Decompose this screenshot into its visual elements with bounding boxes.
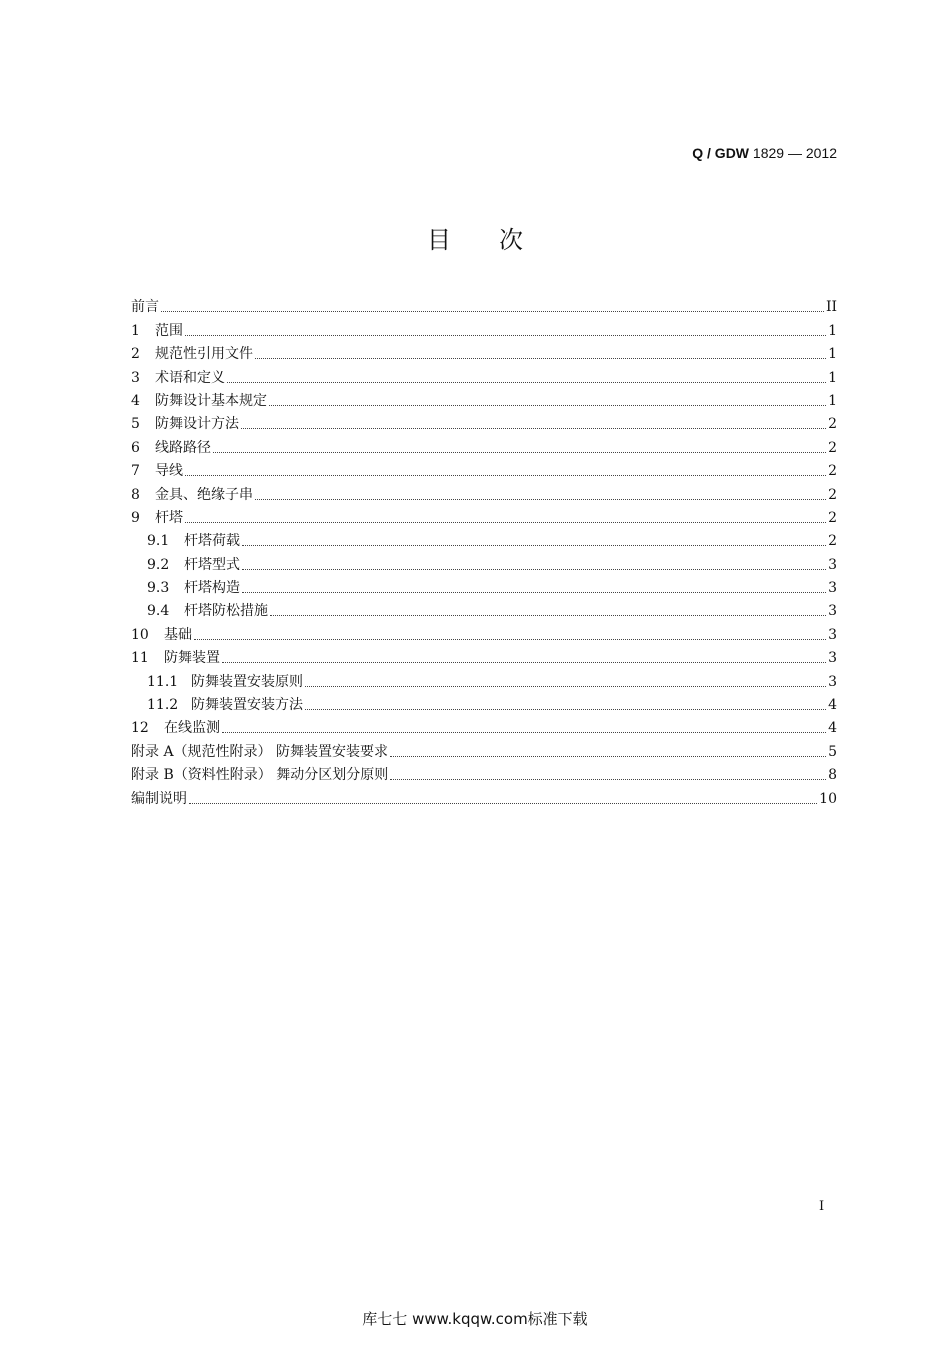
toc-entry[interactable] <box>131 434 837 457</box>
toc-entry-title: 杆塔防松措施 <box>184 603 268 620</box>
document-code-number: 1829 — 2012 <box>752 145 837 161</box>
toc-leader-dots <box>222 732 826 733</box>
toc-entry-title: 杆塔荷载 <box>184 533 240 550</box>
toc-entry-title: 杆塔型式 <box>184 556 240 573</box>
toc-entry[interactable] <box>131 364 837 387</box>
toc-leader-dots <box>185 335 826 336</box>
toc-entry-title: 基础 <box>164 626 192 643</box>
toc-entry-title: 防舞装置安装原则 <box>191 673 303 690</box>
toc-leader-dots <box>255 499 826 500</box>
toc-leader-dots <box>305 686 826 687</box>
table-of-contents <box>131 294 837 809</box>
toc-leader-dots <box>269 405 826 406</box>
toc-entry[interactable] <box>131 668 837 691</box>
toc-entry[interactable] <box>131 738 837 761</box>
toc-entry[interactable] <box>131 481 837 504</box>
toc-entry-title: 金具、绝缘子串 <box>155 486 253 503</box>
toc-entry-page: 3 <box>828 556 837 573</box>
toc-leader-dots <box>242 569 826 570</box>
toc-entry-page: 2 <box>828 439 837 456</box>
toc-entry-number: 9.2 <box>147 556 170 573</box>
toc-entry[interactable] <box>131 598 837 621</box>
toc-leader-dots <box>222 662 826 663</box>
toc-entry-page: 3 <box>828 580 837 597</box>
document-code-prefix: Q / GDW <box>692 145 750 161</box>
toc-entry-number: 9 <box>131 509 140 526</box>
toc-entry-number: 9.3 <box>147 580 170 597</box>
toc-entry-page: 1 <box>828 346 837 363</box>
toc-leader-dots <box>390 779 826 780</box>
toc-entry-number: 1 <box>131 322 140 339</box>
toc-entry[interactable] <box>131 645 837 668</box>
toc-entry-page: 1 <box>828 322 837 339</box>
toc-leader-dots <box>390 756 826 757</box>
toc-entry-number: 12 <box>131 720 149 737</box>
footer-watermark: 库七七 www.kqqw.com标准下载 <box>362 1310 588 1328</box>
toc-leader-dots <box>305 709 826 710</box>
toc-entry[interactable] <box>131 692 837 715</box>
toc-entry-page: 5 <box>828 743 837 760</box>
toc-entry[interactable] <box>131 294 837 317</box>
toc-entry-page: 10 <box>819 790 837 807</box>
toc-leader-dots <box>241 428 826 429</box>
toc-entry-title: 线路路径 <box>155 439 211 456</box>
toc-title: 目次 <box>427 226 571 254</box>
toc-entry-page: 3 <box>828 673 837 690</box>
toc-entry-page: 1 <box>828 392 837 409</box>
toc-entry-page: 2 <box>828 509 837 526</box>
toc-entry[interactable] <box>131 505 837 528</box>
toc-entry-title: 杆塔 <box>155 509 183 526</box>
toc-entry-title: 术语和定义 <box>155 369 225 386</box>
toc-entry-title: 杆塔构造 <box>184 580 240 597</box>
toc-entry-number: 11.1 <box>147 673 179 690</box>
page-number: I <box>819 1199 825 1214</box>
toc-entry-title: 防舞装置 <box>164 650 220 667</box>
toc-entry-title: 导线 <box>155 463 183 480</box>
toc-leader-dots <box>242 592 826 593</box>
toc-entry[interactable] <box>131 715 837 738</box>
toc-entry-page: 3 <box>828 603 837 620</box>
toc-entry-title: 附录 A（规范性附录） 防舞装置安装要求 <box>131 743 389 760</box>
toc-entry-number: 3 <box>131 369 140 386</box>
toc-entry[interactable] <box>131 621 837 644</box>
toc-entry-number: 8 <box>131 486 140 503</box>
toc-entry-page: 2 <box>828 486 837 503</box>
toc-entry-page: 8 <box>828 767 837 784</box>
toc-entry[interactable] <box>131 411 837 434</box>
toc-leader-dots <box>255 358 826 359</box>
toc-entry-number: 5 <box>131 416 140 433</box>
toc-entry-page: 2 <box>828 463 837 480</box>
toc-entry-number: 9.1 <box>147 533 170 550</box>
toc-entry-title: 前言 <box>131 299 159 316</box>
toc-entry-number: 2 <box>131 346 140 363</box>
toc-leader-dots <box>194 639 826 640</box>
toc-leader-dots <box>185 522 826 523</box>
toc-entry-title: 防舞设计基本规定 <box>155 392 267 409</box>
toc-entry-page: 4 <box>828 720 837 737</box>
toc-entry-title: 防舞设计方法 <box>155 416 239 433</box>
toc-entry-number: 4 <box>131 392 140 409</box>
toc-entry-number: 11.2 <box>147 697 179 714</box>
toc-entry-title: 在线监测 <box>164 720 220 737</box>
toc-entry-number: 7 <box>131 463 140 480</box>
toc-entry-number: 9.4 <box>147 603 170 620</box>
toc-entry[interactable] <box>131 551 837 574</box>
toc-entry-number: 10 <box>131 626 149 643</box>
toc-entry-title: 附录 B（资料性附录） 舞动分区划分原则 <box>131 767 389 784</box>
toc-entry[interactable] <box>131 575 837 598</box>
toc-entry-title: 范围 <box>155 322 183 339</box>
toc-entry-page: 4 <box>828 697 837 714</box>
toc-entry-page: 3 <box>828 650 837 667</box>
toc-entry-title: 防舞装置安装方法 <box>191 697 303 714</box>
toc-entry[interactable] <box>131 528 837 551</box>
toc-entry-number: 6 <box>131 439 140 456</box>
toc-entry[interactable] <box>131 785 837 808</box>
toc-leader-dots <box>185 475 826 476</box>
toc-entry[interactable] <box>131 458 837 481</box>
toc-entry-page: 2 <box>828 533 837 550</box>
toc-entry-page: 1 <box>828 369 837 386</box>
toc-entry-number: 11 <box>131 650 149 667</box>
toc-leader-dots <box>227 382 826 383</box>
toc-entry-page: 3 <box>828 626 837 643</box>
toc-entry-title: 编制说明 <box>131 790 187 807</box>
toc-entry[interactable] <box>131 317 837 340</box>
toc-entry-page: II <box>825 299 837 316</box>
toc-entry[interactable] <box>131 341 837 364</box>
toc-entry-page: 2 <box>828 416 837 433</box>
toc-leader-dots <box>242 545 826 546</box>
toc-leader-dots <box>189 803 817 804</box>
toc-leader-dots <box>161 311 824 312</box>
document-code <box>692 145 837 161</box>
toc-leader-dots <box>213 452 826 453</box>
toc-entry[interactable] <box>131 388 837 411</box>
toc-entry-title: 规范性引用文件 <box>155 346 253 363</box>
toc-leader-dots <box>270 615 826 616</box>
toc-entry[interactable] <box>131 762 837 785</box>
